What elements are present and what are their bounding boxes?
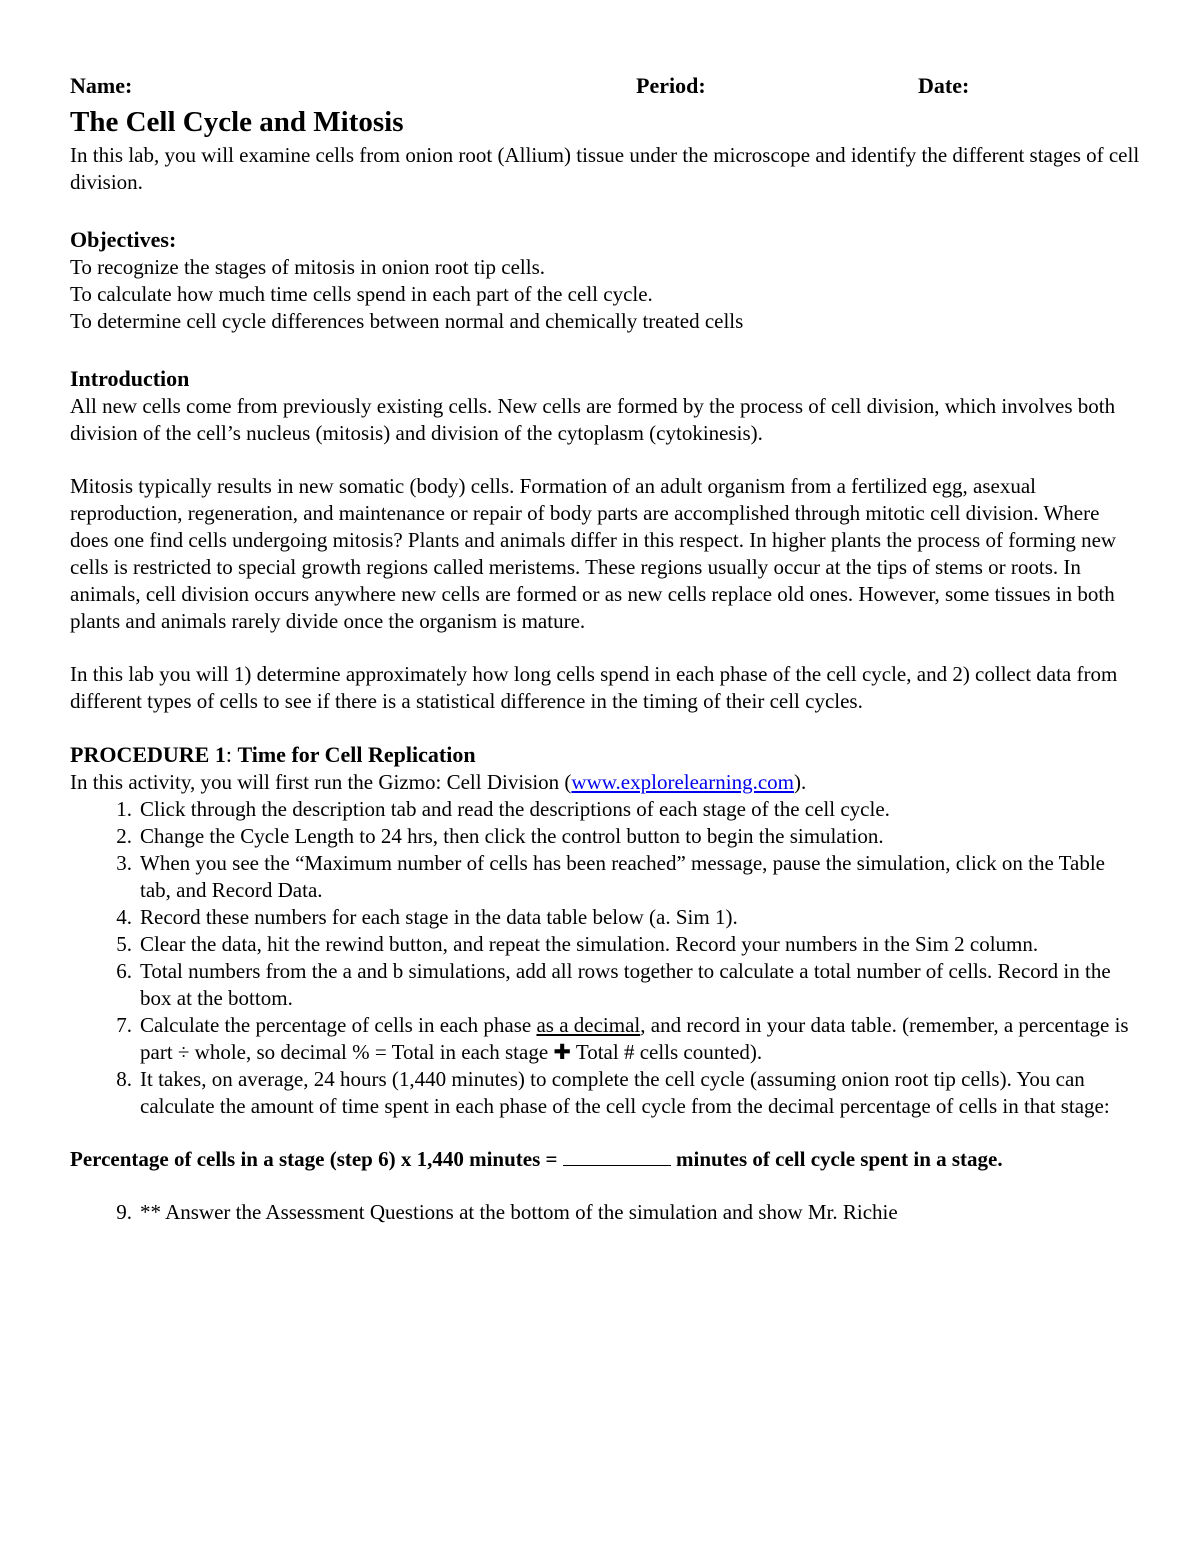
intro-paragraph: Mitosis typically results in new somatic (body) cells. Formation of an adult organism from a fertilized egg, asexual reproduction, regeneration, and maintenance or repair of body parts are accomplished through mitotic cell division. Where does one find cells undergoing mitosis? Plants and animals differ in this respect. In higher plants the process of forming new cells is restricted to special growth regions called meristems. These regions usually occur at the tips of stems or roots. In animals, cell division occurs anywhere new cells are formed or as new cells replace old ones. However, some tissues in both plants and animals rarely divide once the organism is mature. — [70, 474, 1117, 633]
procedure-steps-continued — [70, 1199, 1140, 1226]
procedure-step — [70, 931, 1140, 958]
step-text: Record these numbers for each stage in the data table below (a. Sim 1). — [140, 905, 738, 929]
objectives-heading: Objectives: — [70, 227, 177, 252]
procedure-steps — [70, 796, 1140, 1120]
procedure-heading-title: Time for Cell Replication — [237, 742, 476, 767]
step-text: It takes, on average, 24 hours (1,440 minutes) to complete the cell cycle (assuming onion root tip cells). You can calculate the amount of time spent in each phase of the cell cycle from the decimal percentage of cells in that stage: — [140, 1067, 1110, 1118]
name-label: Name: — [70, 73, 133, 98]
step-text: Total numbers from the a and b simulations, add all rows together to calculate a total number of cells. Record in the box at the bottom. — [140, 959, 1111, 1010]
step-number: 7. — [116, 1013, 132, 1037]
procedure-step — [70, 1066, 1140, 1120]
objective-item: To determine cell cycle differences between normal and chemically treated cells — [70, 309, 744, 333]
objective-item: To calculate how much time cells spend in each part of the cell cycle. — [70, 282, 653, 306]
intro-paragraph: In this lab you will 1) determine approximately how long cells spend in each phase of the cell cycle, and 2) collect data from different types of cells to see if there is a statistical difference in the timing of their cell cycles. — [70, 662, 1118, 713]
step-number: 3. — [116, 851, 132, 875]
step-text: Calculate the percentage of cells in each phase — [140, 1013, 537, 1037]
step-number: 8. — [116, 1067, 132, 1091]
procedure-lead-text: In this activity, you will first run the Gizmo: Cell Division ( — [70, 770, 572, 794]
procedure-heading — [70, 741, 1140, 769]
header-row — [70, 72, 1140, 102]
formula-text-end: minutes of cell cycle spent in a stage. — [670, 1147, 1003, 1171]
intro-sentence: In this lab, you will examine cells from onion root (Allium) tissue under the microscope and identify the different stages of cell division. — [70, 143, 1140, 194]
page-title: The Cell Cycle and Mitosis — [70, 106, 404, 138]
introduction-heading: Introduction — [70, 366, 190, 391]
procedure-step — [70, 1199, 1140, 1226]
explorelearning-link[interactable]: www.explorelearning.com — [571, 770, 794, 794]
procedure-heading-sep: : — [225, 742, 238, 767]
step-text: Clear the data, hit the rewind button, and repeat the simulation. Record your numbers in the Sim 2 column. — [140, 932, 1039, 956]
procedure-step — [70, 796, 1140, 823]
step-number: 1. — [116, 797, 132, 821]
step-number: 5. — [116, 932, 132, 956]
procedure-lead-end: ). — [793, 770, 807, 794]
step-text: , and record in your data table. (remember, a percentage is part ÷ whole, so decimal % = Total in each stage ✚ Total # cells counted). — [140, 1013, 1129, 1064]
intro-paragraph: All new cells come from previously existing cells. New cells are formed by the process of cell division, which involves both division of the cell’s nucleus (mitosis) and division of the cytoplasm (cytokinesis). — [70, 394, 1116, 445]
step-text: Change the Cycle Length to 24 hrs, then click the control button to begin the simulation. — [140, 824, 884, 848]
objective-item: To recognize the stages of mitosis in onion root tip cells. — [70, 255, 546, 279]
procedure-step — [70, 958, 1140, 1012]
step-text: Click through the description tab and read the descriptions of each stage of the cell cycle. — [140, 797, 890, 821]
procedure-heading-label: PROCEDURE 1 — [70, 742, 226, 767]
period-label: Period: — [636, 73, 706, 98]
formula-text: Percentage of cells in a stage (step 6) x 1,440 minutes = — [70, 1147, 563, 1171]
procedure-step — [70, 1012, 1140, 1066]
step-number: 6. — [116, 959, 132, 983]
step-number: 2. — [116, 824, 132, 848]
step-number: 4. — [116, 905, 132, 929]
worksheet-page — [70, 72, 1140, 1226]
formula-blank[interactable] — [563, 1147, 671, 1166]
step-number: 9. — [116, 1200, 132, 1224]
step-underlined-text: as a decimal — [536, 1013, 641, 1037]
procedure-lead — [70, 769, 1140, 796]
time-formula — [70, 1146, 1140, 1173]
step-text: ** Answer the Assessment Questions at the bottom of the simulation and show Mr. Richie — [140, 1200, 898, 1224]
procedure-step — [70, 850, 1140, 904]
step-text: When you see the “Maximum number of cells has been reached” message, pause the simulation, click on the Table tab, and Record Data. — [140, 851, 1105, 902]
date-label: Date: — [918, 73, 970, 98]
procedure-step — [70, 823, 1140, 850]
procedure-step — [70, 904, 1140, 931]
